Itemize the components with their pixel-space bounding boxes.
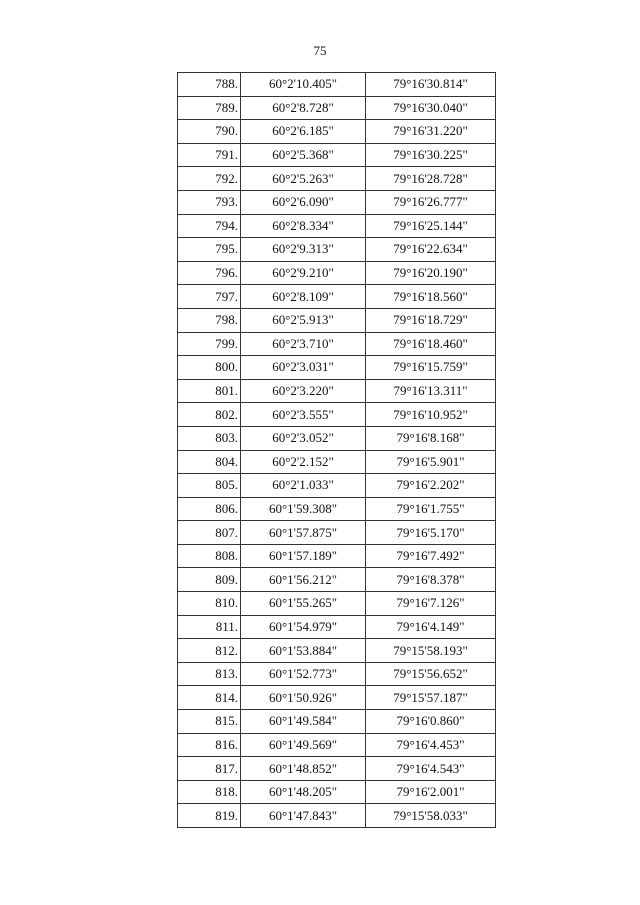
table-row	[178, 757, 496, 781]
point-number: 801.	[178, 379, 241, 403]
latitude-value: 60°2'2.152"	[241, 450, 366, 474]
point-number: 789.	[178, 96, 241, 120]
table-row	[178, 544, 496, 568]
longitude-value: 79°16'20.190"	[366, 261, 496, 285]
longitude-value: 79°16'15.759"	[366, 356, 496, 380]
longitude-value: 79°16'25.144"	[366, 214, 496, 238]
longitude-value: 79°16'13.311"	[366, 379, 496, 403]
longitude-value: 79°16'2.001"	[366, 780, 496, 804]
point-number: 792.	[178, 167, 241, 191]
table-row	[178, 568, 496, 592]
latitude-value: 60°2'3.555"	[241, 403, 366, 427]
longitude-value: 79°15'58.193"	[366, 639, 496, 663]
longitude-value: 79°16'7.126"	[366, 592, 496, 616]
latitude-value: 60°2'8.728"	[241, 96, 366, 120]
table-row	[178, 379, 496, 403]
point-number: 810.	[178, 592, 241, 616]
longitude-value: 79°16'18.460"	[366, 332, 496, 356]
latitude-value: 60°2'8.109"	[241, 285, 366, 309]
point-number: 806.	[178, 497, 241, 521]
longitude-value: 79°16'30.814"	[366, 73, 496, 97]
longitude-value: 79°16'18.729"	[366, 308, 496, 332]
table-row	[178, 403, 496, 427]
latitude-value: 60°1'59.308"	[241, 497, 366, 521]
latitude-value: 60°2'5.913"	[241, 308, 366, 332]
longitude-value: 79°15'56.652"	[366, 662, 496, 686]
table-row	[178, 592, 496, 616]
coordinates-table	[177, 72, 496, 828]
longitude-value: 79°16'26.777"	[366, 190, 496, 214]
longitude-value: 79°16'31.220"	[366, 120, 496, 144]
latitude-value: 60°2'9.210"	[241, 261, 366, 285]
point-number: 803.	[178, 426, 241, 450]
table-row	[178, 615, 496, 639]
point-number: 812.	[178, 639, 241, 663]
longitude-value: 79°16'30.040"	[366, 96, 496, 120]
point-number: 813.	[178, 662, 241, 686]
table-row	[178, 639, 496, 663]
table-row	[178, 261, 496, 285]
table-row	[178, 120, 496, 144]
table-row	[178, 73, 496, 97]
table-row	[178, 450, 496, 474]
table-row	[178, 733, 496, 757]
latitude-value: 60°1'50.926"	[241, 686, 366, 710]
longitude-value: 79°16'2.202"	[366, 474, 496, 498]
latitude-value: 60°1'49.569"	[241, 733, 366, 757]
latitude-value: 60°1'49.584"	[241, 710, 366, 734]
table-row	[178, 521, 496, 545]
longitude-value: 79°16'4.453"	[366, 733, 496, 757]
longitude-value: 79°16'22.634"	[366, 238, 496, 262]
latitude-value: 60°2'1.033"	[241, 474, 366, 498]
latitude-value: 60°1'48.852"	[241, 757, 366, 781]
point-number: 791.	[178, 143, 241, 167]
point-number: 809.	[178, 568, 241, 592]
longitude-value: 79°16'18.560"	[366, 285, 496, 309]
table-row	[178, 214, 496, 238]
point-number: 798.	[178, 308, 241, 332]
latitude-value: 60°2'3.220"	[241, 379, 366, 403]
latitude-value: 60°2'6.185"	[241, 120, 366, 144]
latitude-value: 60°1'54.979"	[241, 615, 366, 639]
point-number: 811.	[178, 615, 241, 639]
point-number: 818.	[178, 780, 241, 804]
table-row	[178, 96, 496, 120]
latitude-value: 60°1'57.189"	[241, 544, 366, 568]
latitude-value: 60°2'3.031"	[241, 356, 366, 380]
latitude-value: 60°1'56.212"	[241, 568, 366, 592]
point-number: 795.	[178, 238, 241, 262]
longitude-value: 79°16'4.543"	[366, 757, 496, 781]
point-number: 807.	[178, 521, 241, 545]
table-row	[178, 356, 496, 380]
latitude-value: 60°2'6.090"	[241, 190, 366, 214]
latitude-value: 60°2'3.052"	[241, 426, 366, 450]
table-row	[178, 238, 496, 262]
longitude-value: 79°16'8.378"	[366, 568, 496, 592]
point-number: 794.	[178, 214, 241, 238]
point-number: 797.	[178, 285, 241, 309]
table-row	[178, 497, 496, 521]
table-row	[178, 143, 496, 167]
point-number: 788.	[178, 73, 241, 97]
table-row	[178, 662, 496, 686]
table-row	[178, 710, 496, 734]
table-row	[178, 167, 496, 191]
point-number: 808.	[178, 544, 241, 568]
latitude-value: 60°2'8.334"	[241, 214, 366, 238]
latitude-value: 60°2'9.313"	[241, 238, 366, 262]
longitude-value: 79°16'7.492"	[366, 544, 496, 568]
point-number: 816.	[178, 733, 241, 757]
point-number: 799.	[178, 332, 241, 356]
latitude-value: 60°2'5.263"	[241, 167, 366, 191]
longitude-value: 79°15'58.033"	[366, 804, 496, 828]
point-number: 817.	[178, 757, 241, 781]
point-number: 814.	[178, 686, 241, 710]
table-row	[178, 686, 496, 710]
point-number: 800.	[178, 356, 241, 380]
longitude-value: 79°16'5.170"	[366, 521, 496, 545]
latitude-value: 60°1'53.884"	[241, 639, 366, 663]
longitude-value: 79°16'28.728"	[366, 167, 496, 191]
latitude-value: 60°2'5.368"	[241, 143, 366, 167]
table-row	[178, 804, 496, 828]
latitude-value: 60°2'10.405"	[241, 73, 366, 97]
longitude-value: 79°16'10.952"	[366, 403, 496, 427]
table-row	[178, 308, 496, 332]
longitude-value: 79°15'57.187"	[366, 686, 496, 710]
page-number: 75	[313, 43, 327, 58]
point-number: 815.	[178, 710, 241, 734]
longitude-value: 79°16'0.860"	[366, 710, 496, 734]
table-row	[178, 426, 496, 450]
table-row	[178, 332, 496, 356]
point-number: 802.	[178, 403, 241, 427]
point-number: 819.	[178, 804, 241, 828]
longitude-value: 79°16'5.901"	[366, 450, 496, 474]
table-row	[178, 780, 496, 804]
latitude-value: 60°1'52.773"	[241, 662, 366, 686]
table-row	[178, 285, 496, 309]
latitude-value: 60°1'47.843"	[241, 804, 366, 828]
latitude-value: 60°1'48.205"	[241, 780, 366, 804]
longitude-value: 79°16'4.149"	[366, 615, 496, 639]
longitude-value: 79°16'30.225"	[366, 143, 496, 167]
point-number: 804.	[178, 450, 241, 474]
point-number: 796.	[178, 261, 241, 285]
latitude-value: 60°1'57.875"	[241, 521, 366, 545]
longitude-value: 79°16'1.755"	[366, 497, 496, 521]
point-number: 793.	[178, 190, 241, 214]
point-number: 790.	[178, 120, 241, 144]
coordinates-table-body	[178, 73, 496, 828]
latitude-value: 60°2'3.710"	[241, 332, 366, 356]
latitude-value: 60°1'55.265"	[241, 592, 366, 616]
table-row	[178, 190, 496, 214]
table-row	[178, 474, 496, 498]
point-number: 805.	[178, 474, 241, 498]
longitude-value: 79°16'8.168"	[366, 426, 496, 450]
